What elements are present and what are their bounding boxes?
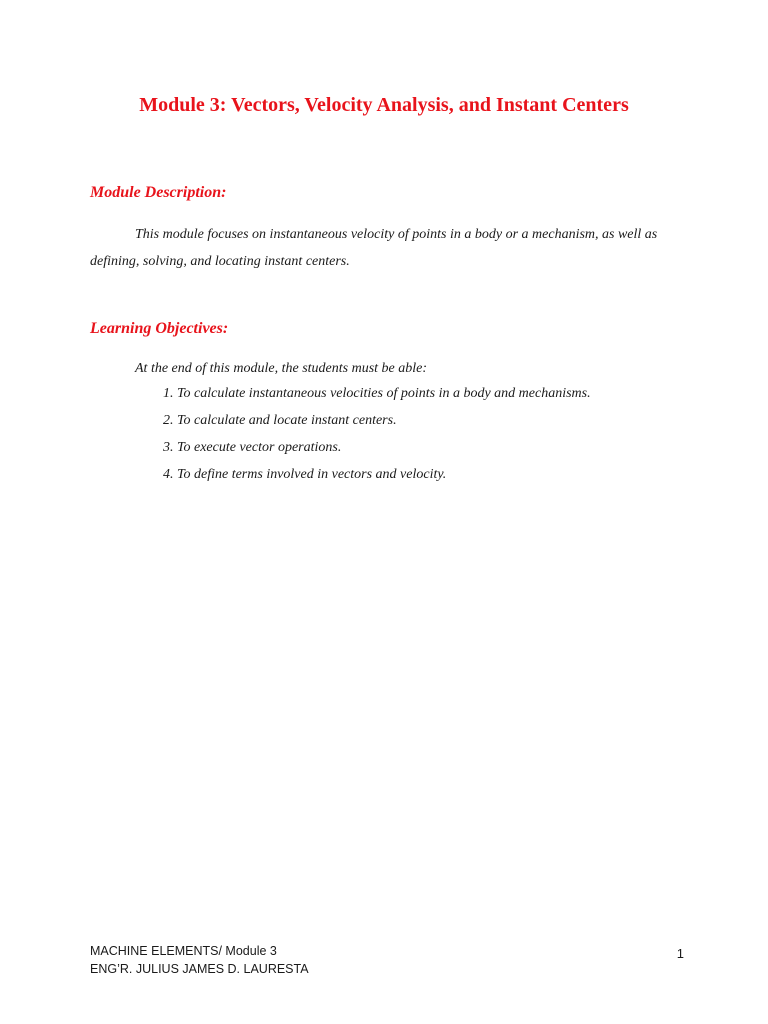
module-description-paragraph: This module focuses on instantaneous velocity of points in a body or a mechanism, as well as defining, solving, and locating instant centers. [90,227,658,269]
objective-item: 1. To calculate instantaneous velocities of points in a body and mechanisms. [163,386,591,401]
learning-objectives-heading: Learning Objectives: [90,320,229,337]
objectives-intro: At the end of this module, the students must be able: [135,361,428,376]
objective-item: 2. To calculate and locate instant centers. [163,413,397,428]
footer-author: ENG’R. JULIUS JAMES D. LAURESTA [90,962,309,976]
objective-item: 3. To execute vector operations. [163,440,342,455]
objective-item: 4. To define terms involved in vectors and velocity. [163,467,447,482]
module-description-heading: Module Description: [90,184,227,201]
page-number: 1 [676,946,684,961]
page-title: Module 3: Vectors, Velocity Analysis, and Instant Centers [139,94,629,116]
objectives-list [163,384,591,492]
footer-course: MACHINE ELEMENTS/ Module 3 [90,944,277,958]
footer [90,942,309,978]
